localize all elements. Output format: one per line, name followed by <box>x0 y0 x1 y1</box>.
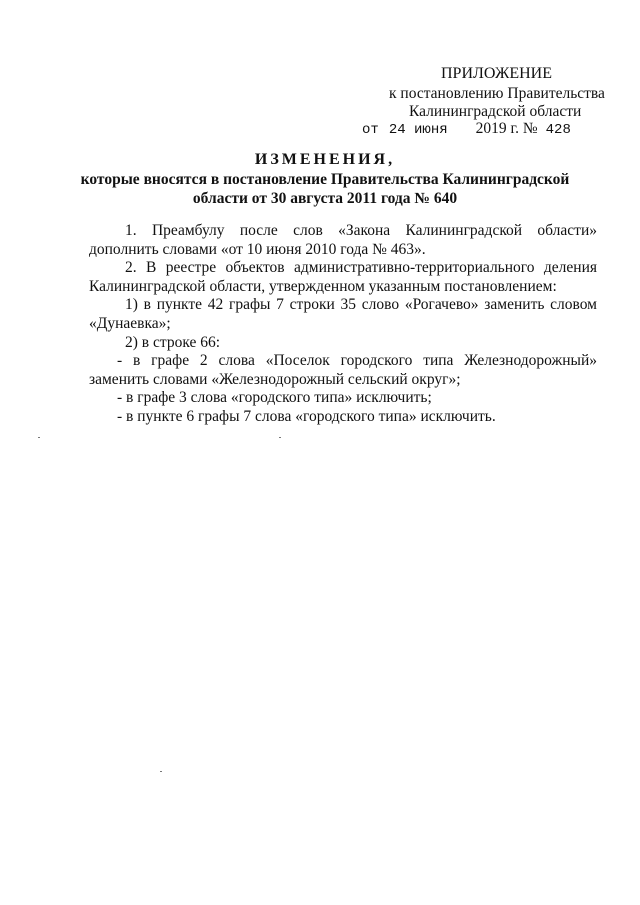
document-subtitle-line2: области от 30 августа 2011 года № 640 <box>192 190 458 207</box>
appendix-resolution-line: к постановлению Правительства <box>389 85 605 102</box>
paragraph-4: 2) в строке 66: <box>125 333 221 351</box>
date-prefix: от <box>362 122 379 138</box>
resolution-number-stamp: 428 <box>545 122 571 138</box>
appendix-region-line: Калининградской области <box>409 103 582 120</box>
appendix-date-line <box>362 119 571 140</box>
paragraph-2: 2. В реестре объектов административно-территориального деления Калининградской области, утвержденном указанным постановлением: <box>89 259 597 295</box>
date-stamp: 24 июня <box>388 122 448 138</box>
appendix-title: ПРИЛОЖЕНИЕ <box>441 65 553 82</box>
scan-speck <box>279 437 281 438</box>
paragraph-6: - в графе 3 слова «городского типа» исключить; <box>117 389 432 407</box>
document-body <box>89 222 597 427</box>
scan-speck <box>160 771 162 772</box>
paragraph-5: - в графе 2 слова «Поселок городского типа Железнодорожный» заменить словами «Железнодорожный сельский округ»; <box>89 352 597 388</box>
document-title: ИЗМЕНЕНИЯ, <box>254 151 396 168</box>
document-subtitle-line1: которые вносятся в постановление Правительства Калининградской <box>80 171 570 188</box>
paragraph-3: 1) в пункте 42 графы 7 строки 35 слово «Рогачево» заменить словом «Дунаевка»; <box>89 296 597 332</box>
paragraph-1: 1. Преамбулу после слов «Закона Калининградской области» дополнить словами «от 10 июня 2010 года № 463». <box>89 222 597 258</box>
date-year: 2019 г. № <box>475 120 538 137</box>
paragraph-7: - в пункте 6 графы 7 слова «городского типа» исключить. <box>117 407 496 425</box>
scan-speck <box>38 437 40 438</box>
